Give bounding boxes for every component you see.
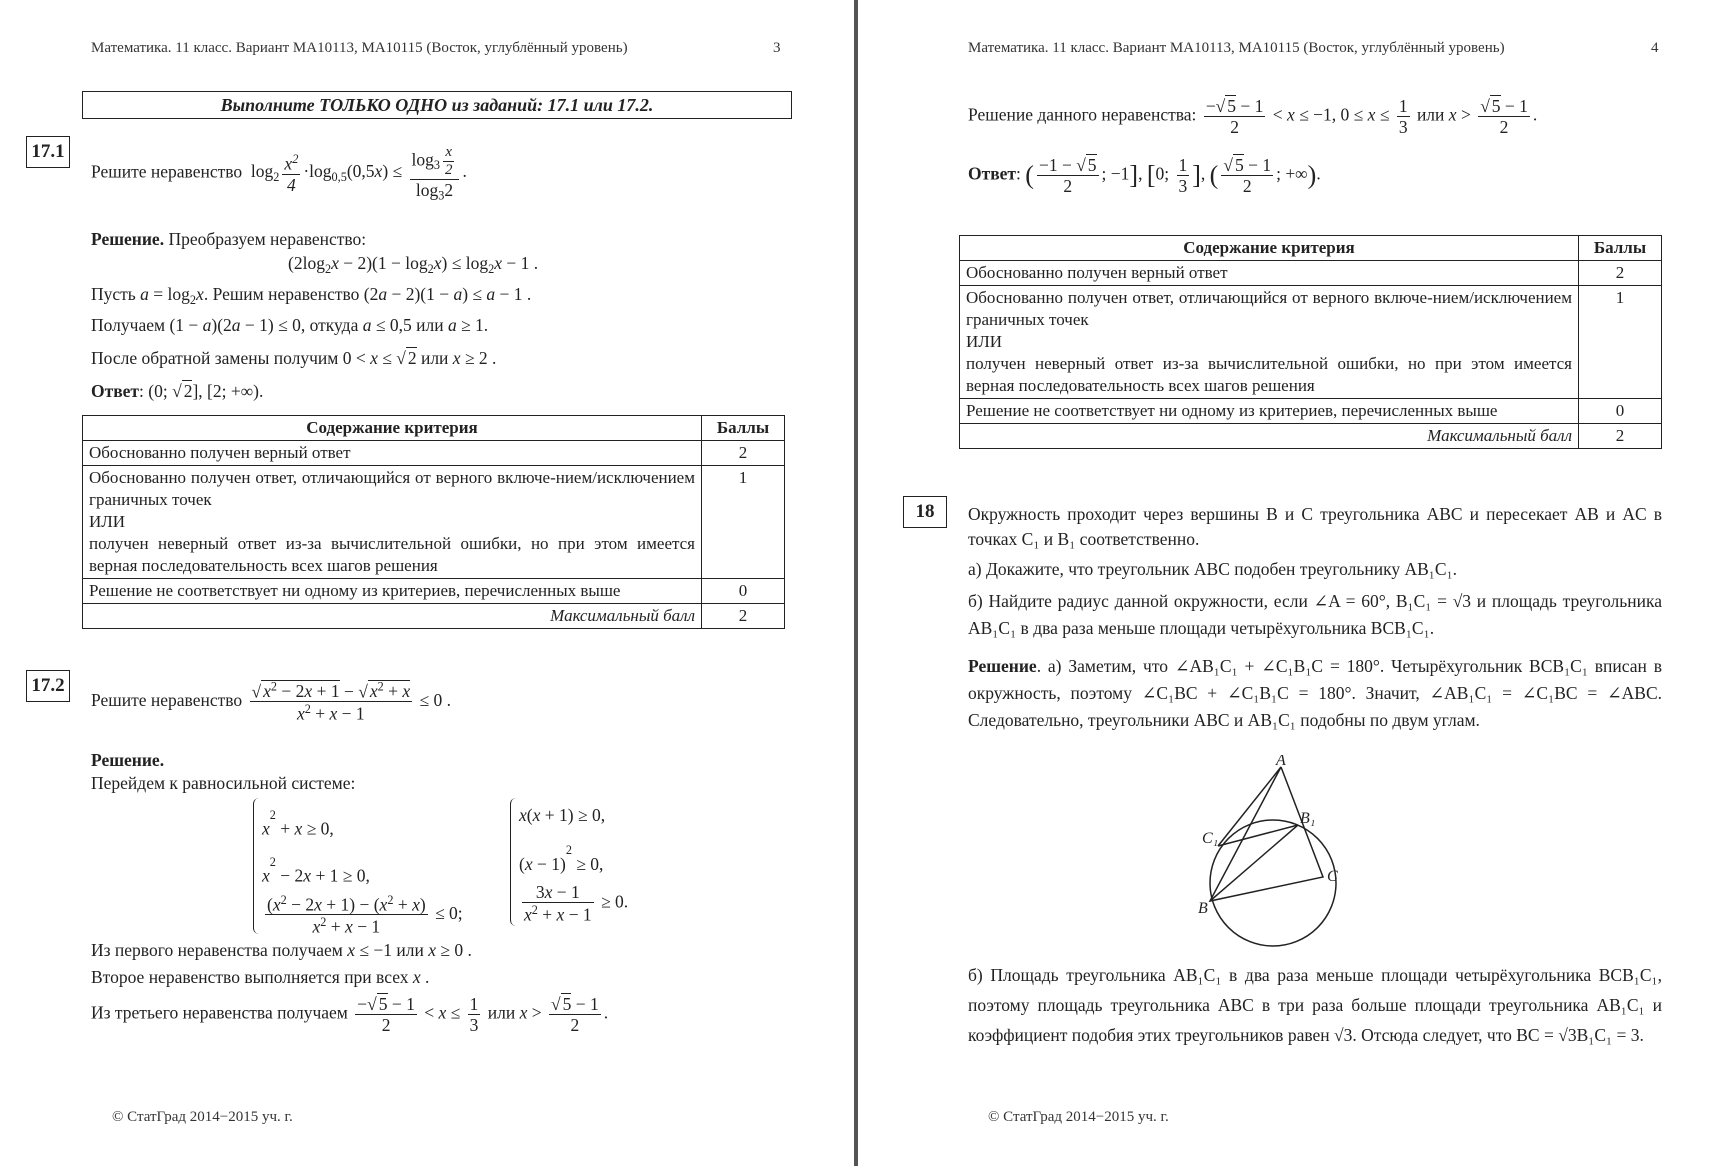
criteria-row — [83, 579, 785, 604]
line-second-inequality: Второе неравенство выполняется при всех x . — [91, 967, 430, 987]
solution-label-17-2 — [91, 750, 164, 771]
score-header: Баллы — [1579, 236, 1662, 261]
criteria-text — [960, 286, 1579, 399]
page-footer: © СтатГрад 2014−2015 уч. г. — [988, 1109, 1169, 1125]
criteria-text-part: Обоснованно получен ответ, отличающийся от верного включе-нием/исключением граничных точек — [966, 288, 1572, 329]
transformed-inequality: $(2\log_2x - 2)(1 - \log_2x) \le \log_2x - 1$ . — [288, 253, 539, 276]
criteria-row — [83, 466, 785, 579]
line-first-inequality: Из первого неравенства получаем x ≤ −1 или x ≥ 0 . — [91, 940, 472, 960]
solution-intro — [91, 229, 366, 250]
criteria-score: 0 — [702, 579, 785, 604]
get-prefix: Получаем — [91, 315, 166, 335]
criteria-score: 1 — [1579, 286, 1662, 399]
criteria-text: Обоснованно получен верный ответ — [960, 261, 1579, 286]
left-page — [0, 0, 854, 1166]
inequality-formula: $\log_2$ $\frac{x^2}{4}$ $\cdot\log_{0,5}(0,5x)$ ≤ $\log_3$ $\frac{x}{2}$ $\log_32$ . — [246, 144, 467, 203]
criteria-score: 0 — [1579, 399, 1662, 424]
page-header: Математика. 11 класс. Вариант МА10113, МА10115 (Восток, углублённый уровень) — [968, 40, 1505, 56]
statement-prefix: Решите неравенство — [91, 161, 243, 182]
instruction-box: Выполните ТОЛЬКО ОДНО из заданий: 17.1 или 17.2. — [82, 91, 792, 119]
task-18-solution-b: б) Площадь треугольника AB₁C₁ в два раза меньше площади четырёхугольника BCB₁C₁, поэтому площадь треугольника ABC в три раза больше площади треугольника AB₁C₁ и коэффициент подобия этих треугольников равен √3. Отсюда следует, что BC = √3B₁C₁ = 3. — [968, 965, 1662, 1045]
circle — [1210, 820, 1336, 946]
segment-ac1 — [1218, 767, 1281, 846]
task-number-17-1: 17.1 — [26, 136, 70, 168]
task-18-statement: Окружность проходит через вершины B и C треугольника ABC и пересекает AB и AC в точках C₁ и B₁ соответственно. — [968, 504, 1662, 549]
answer-label: Ответ — [968, 163, 1017, 184]
criteria-table-17-2 — [959, 235, 1662, 449]
line-third-inequality: Из третьего неравенства получаем $\frac{-√ 5 - 1}{2}$ < x ≤ $\frac{1}{3}$ или x > $\frac{√ 5 - 1}{2}$ . — [91, 994, 609, 1036]
page-number: 4 — [1651, 40, 1659, 56]
criteria-header-row — [83, 416, 785, 441]
label-a: A — [1276, 755, 1286, 769]
solution-a-text: . а) Заметим, что ∠AB₁C₁ + ∠C₁B₁C = 180°. Четырёхугольник BCB₁C₁ вписан в окружность, поэтому ∠C₁BC + ∠C₁B₁C = 180°. Значит, ∠AB₁C₁ = ∠C₁BC = ∠ABC. Следовательно, треугольники ABC и AB₁C₁ подобны по двум углам. — [968, 656, 1662, 730]
task-17-2-statement: Решите неравенство $\frac{√ x^2 - 2x + 1 - √ x^2 + x}{x^2 + x - 1}$ ≤ 0 . — [91, 680, 451, 724]
label-c1: C₁ — [1202, 830, 1219, 847]
or-word: или — [396, 940, 424, 960]
criteria-text: Решение не соответствует ни одному из критериев, перечисленных выше — [83, 579, 702, 604]
criteria-score: 1 — [702, 466, 785, 579]
criteria-text: Обоснованно получен верный ответ — [83, 441, 702, 466]
criteria-max-row — [960, 424, 1662, 449]
or-word: или — [416, 315, 444, 335]
criteria-text — [83, 466, 702, 579]
criteria-score: 2 — [702, 441, 785, 466]
criteria-text-part: получен неверный ответ из-за вычислительной ошибки, но при этом имеется верная последовательность всех шагов решения — [966, 354, 1572, 395]
right-page — [858, 0, 1712, 1166]
criteria-row — [960, 261, 1662, 286]
solution-label: Решение — [968, 656, 1037, 676]
solution-summary: Решение данного неравенства: $\frac{-√ 5 - 1}{2}$ < x ≤ −1, 0 ≤ x ≤ $\frac{1}{3}$ или x > $\frac{√ 5 - 1}{2}$ . — [968, 96, 1538, 138]
criteria-row — [83, 441, 785, 466]
task-17-1-statement — [91, 144, 467, 203]
solution-intro-text: Преобразуем неравенство: — [168, 229, 367, 249]
criteria-header: Содержание критерия — [83, 416, 702, 441]
task-18-part-b: б) Найдите радиус данной окружности, если ∠A = 60°, B₁C₁ = √3 и площадь треугольника AB₁C₁ в два раза меньше площади четырёхугольника BCB₁C₁. — [968, 591, 1662, 638]
score-header: Баллы — [702, 416, 785, 441]
max-label: Максимальный балл — [83, 604, 702, 629]
answer-label: Ответ — [91, 381, 140, 401]
or-word: или — [487, 1002, 516, 1023]
criteria-row — [960, 399, 1662, 424]
page-footer: © СтатГрад 2014−2015 уч. г. — [112, 1109, 293, 1125]
criteria-table-17-1 — [82, 415, 785, 629]
back-substitution-line: После обратной замены получим 0 < x ≤ √ 2 или x ≥ 2 . — [91, 348, 497, 368]
criteria-max-row — [83, 604, 785, 629]
after-prefix: После обратной замены получим — [91, 348, 339, 368]
task-18-solution-a — [968, 653, 1662, 734]
geometry-figure — [1198, 755, 1378, 970]
task-number-18: 18 — [903, 496, 947, 528]
label-b: B — [1198, 900, 1208, 917]
criteria-or: ИЛИ — [89, 512, 126, 531]
statement-prefix: Решите неравенство — [91, 689, 243, 710]
or-word: или — [1416, 104, 1445, 125]
criteria-header: Содержание критерия — [960, 236, 1579, 261]
solution-label: Решение. — [91, 750, 165, 770]
line-text: Второе неравенство выполняется при всех — [91, 967, 409, 987]
or-word: или — [420, 348, 449, 368]
let-prefix: Пусть — [91, 284, 136, 304]
criteria-or: ИЛИ — [966, 332, 1003, 351]
substitution-line: Пусть $a = \log_2x$. Решим неравенство (2a − 2)(1 − a) ≤ a − 1 . — [91, 284, 532, 307]
criteria-score: 2 — [1579, 261, 1662, 286]
answer-17-2: Ответ: ( $\frac{-1 - √ 5}{2}$ ; −1], [0; $\frac{1}{3}$ ], ( $\frac{√ 5 - 1}{2}$ ; +∞). — [968, 155, 1321, 197]
task-18-part-a: а) Докажите, что треугольник ABC подобен треугольнику AB₁C₁. — [968, 559, 1458, 579]
label-b1: B₁ — [1300, 810, 1316, 827]
system-left: $x^2 + x \ge 0$, $x^2 - 2x + 1 \ge 0$, $\frac{(x^2 - 2x + 1) - (x^2 + x)}{x^2 + x - 1}$ ≤ 0; — [253, 798, 463, 934]
criteria-header-row — [960, 236, 1662, 261]
solution-prefix: Решение данного неравенства: — [968, 104, 1197, 125]
task-number-17-2: 17.2 — [26, 670, 70, 702]
line-text: Из третьего неравенства получаем — [91, 1002, 348, 1023]
page-header: Математика. 11 класс. Вариант МА10113, МА10115 (Восток, углублённый уровень) — [91, 40, 628, 56]
max-score: 2 — [702, 604, 785, 629]
criteria-text: Решение не соответствует ни одному из критериев, перечисленных выше — [960, 399, 1579, 424]
let-mid: . Решим неравенство — [203, 284, 360, 304]
criteria-text-part: получен неверный ответ из-за вычислительной ошибки, но при этом имеется верная последовательность всех шагов решения — [89, 534, 695, 575]
answer-17-1: Ответ: (0; √ 2], [2; +∞). — [91, 381, 264, 401]
get-mid: , откуда — [300, 315, 359, 335]
criteria-row — [960, 286, 1662, 399]
system-right: x(x + 1) ≥ 0, $(x - 1)^2 \ge 0$, $\frac{3x - 1}{x^2 + x - 1}$ ≥ 0. — [510, 798, 628, 926]
max-label: Максимальный балл — [960, 424, 1579, 449]
page-number: 3 — [773, 40, 781, 56]
result-line: Получаем (1 − a)(2a − 1) ≤ 0, откуда a ≤ 0,5 или a ≥ 1. — [91, 315, 489, 335]
solution-label: Решение. — [91, 229, 165, 249]
line-text: Из первого неравенства получаем — [91, 940, 343, 960]
system-intro: Перейдем к равносильной системе: — [91, 773, 356, 793]
max-score: 2 — [1579, 424, 1662, 449]
criteria-text-part: Обоснованно получен ответ, отличающийся от верного включе-нием/исключением граничных точек — [89, 468, 695, 509]
label-c: C — [1327, 868, 1338, 885]
